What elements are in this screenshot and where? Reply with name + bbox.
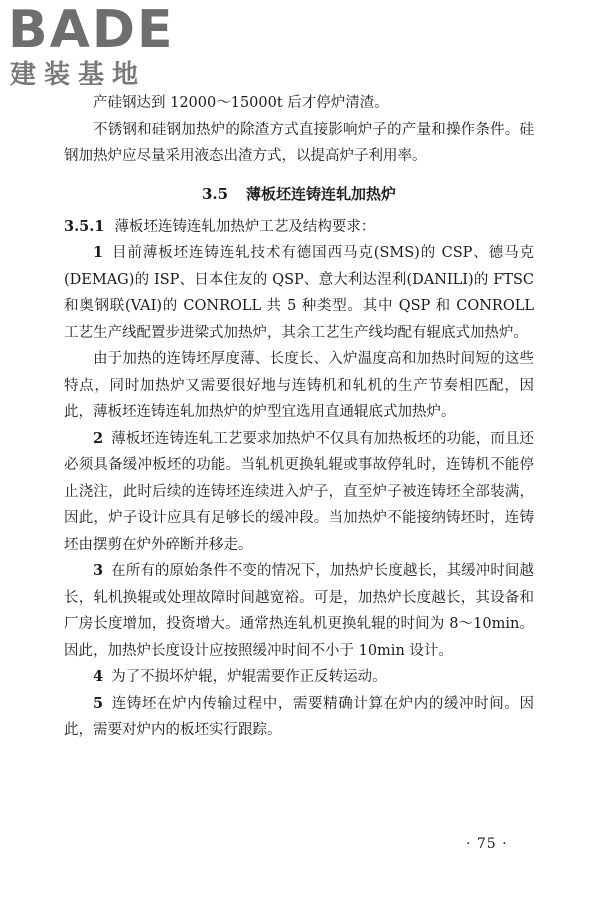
item-1-text: 目前薄板坯连铸连轧技术有德国西马克(SMS)的 CSP、德马克(DEMAG)的 ISP、日本住友的 QSP、意大利达涅利(DANILI)的 FTSC 和奥钢联(VAI)的 CONROLL 共 5 种类型。其中 QSP 和 CONROLL 工艺生产线配置步进梁式加热炉，其余工艺生产线均配有辊底式加热炉。 (64, 245, 534, 341)
item-2-number: 2 (93, 429, 104, 447)
item-3-number: 3 (93, 562, 104, 579)
item-5-number: 5 (93, 694, 104, 712)
item-2-text: 薄板坯连铸连轧工艺要求加热炉不仅具有加热板坯的功能，而且还必须具备缓冲板坯的功能。当轧机更换轧辊或事故停轧时，连铸机不能停止浇注，此时后续的连铸坯连续进入炉子，直至炉子被连铸坯全部装满，因此，炉子设计应具有足够长的缓冲段。当加热炉不能接纳铸坯时，连铸坯由摆剪在炉外碎断并移走。 (64, 430, 534, 553)
item-3-text: 在所有的原始条件不变的情况下，加热炉长度越长，其缓冲时间越长，轧机换辊或处理故障时间越宽裕。可是，加热炉长度越长，其设备和厂房长度增加，投资增大。通常热连轧机更换轧辊的时间为 8～10min。因此，加热炉长度设计应按照缓冲时间不小于 10min 设计。 (64, 563, 534, 659)
item-5-text: 连铸坯在炉内传输过程中，需要精确计算在炉内的缓冲时间。因此，需要对炉内的板坯实行跟踪。 (64, 695, 534, 738)
watermark-logo (8, 2, 183, 92)
lead-line: 产硅钢达到 12000～15000t 后才停炉清渣。 (93, 95, 389, 111)
item-1 (64, 240, 534, 346)
section-number: 3.5 (201, 184, 229, 203)
paragraph-slag: 不锈钢和硅钢加热炉的除渣方式直接影响炉子的产量和操作条件。硅钢加热炉应尽量采用液态出渣方式，以提高炉子利用率。 (64, 121, 534, 164)
subsection-number: 3.5.1 (64, 217, 105, 235)
item-5 (64, 691, 534, 744)
item-1-continuation-text: 由于加热的连铸坯厚度薄、长度长、入炉温度高和加热时间短的这些特点，同时加热炉又需要很好地与连铸机和轧机的生产节奏相匹配，因此，薄板坯连铸连轧加热炉的炉型宜选用直通辊底式加热炉。 (64, 351, 534, 420)
item-2 (64, 426, 534, 559)
item-4 (64, 664, 534, 691)
page-body (64, 90, 534, 744)
subsection-title: 薄板坯连铸连轧加热炉工艺及结构要求： (114, 218, 376, 235)
item-1-number: 1 (93, 244, 104, 261)
logo-word: BADE (8, 0, 175, 60)
page-number: · 75 · (466, 836, 508, 852)
section-title: 薄板坯连铸连轧加热炉 (246, 184, 397, 203)
logo-subtitle: 建装基地 (10, 60, 147, 90)
item-3 (64, 558, 534, 664)
item-4-text: 为了不损坏炉辊，炉辊需要作正反转运动。 (111, 669, 387, 685)
section-heading (64, 182, 534, 206)
subsection-heading (64, 214, 534, 241)
item-4-number: 4 (93, 668, 104, 685)
item-1-continuation (64, 346, 534, 426)
